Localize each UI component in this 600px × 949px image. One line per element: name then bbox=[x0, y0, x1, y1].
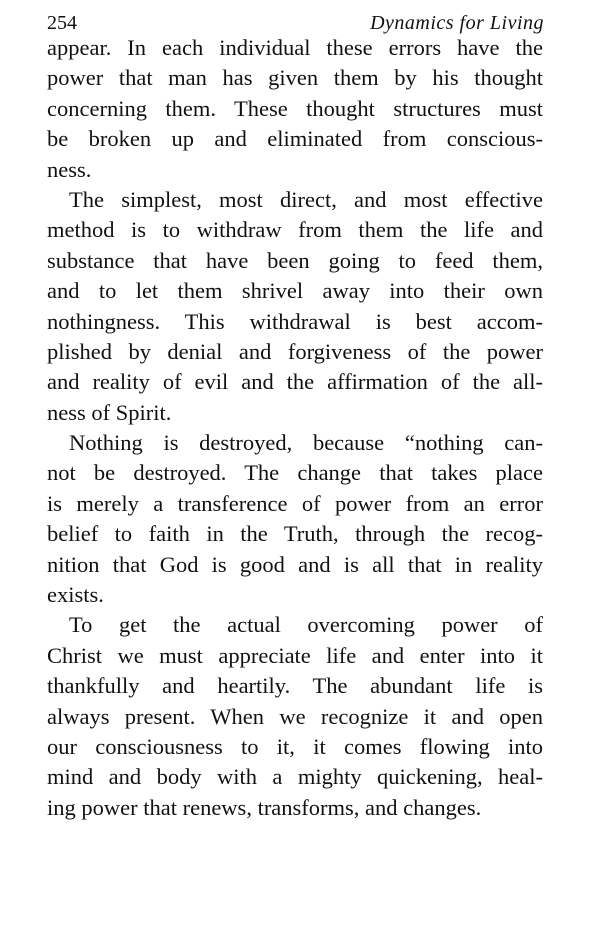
text-line: not be destroyed. The change that takes place bbox=[47, 460, 543, 486]
text-line: nition that God is good and is all that in reality bbox=[47, 551, 543, 577]
text-line: plished by denial and forgiveness of the power bbox=[47, 338, 543, 364]
text-line: Nothing is destroyed, because “nothing can- bbox=[69, 430, 543, 456]
paragraph bbox=[47, 428, 543, 610]
text-line: nothingness. This withdrawal is best accom- bbox=[47, 308, 543, 334]
text-line: is merely a transference of power from an error bbox=[47, 490, 543, 516]
paragraph bbox=[47, 610, 543, 823]
text-line: thankfully and heartily. The abundant life is bbox=[47, 673, 543, 699]
text-line: always present. When we recognize it and open bbox=[47, 703, 543, 729]
text-line: and reality of evil and the affirmation of the all- bbox=[47, 369, 543, 395]
text-line: be broken up and eliminated from conscious- bbox=[47, 126, 543, 152]
body-text bbox=[47, 33, 543, 823]
text-line: method is to withdraw from them the life and bbox=[47, 217, 543, 243]
text-line: our consciousness to it, it comes flowing into bbox=[47, 733, 543, 759]
text-line: ing power that renews, transforms, and changes. bbox=[47, 794, 482, 820]
paragraph bbox=[47, 33, 543, 185]
text-line: concerning them. These thought structures must bbox=[47, 95, 543, 121]
running-title: Dynamics for Living bbox=[370, 12, 544, 34]
page-number: 254 bbox=[47, 12, 77, 34]
text-line: appear. In each individual these errors have the bbox=[47, 35, 543, 60]
text-line: and to let them shrivel away into their own bbox=[47, 278, 543, 304]
paragraph bbox=[47, 185, 543, 428]
text-line: belief to faith in the Truth, through the recog- bbox=[47, 521, 543, 547]
text-line: Christ we must appreciate life and enter into it bbox=[47, 642, 543, 668]
text-line: substance that have been going to feed them, bbox=[47, 247, 543, 273]
text-line: ness. bbox=[47, 156, 92, 182]
text-line: The simplest, most direct, and most effective bbox=[69, 186, 543, 212]
text-line: To get the actual overcoming power of bbox=[69, 612, 543, 638]
text-line: power that man has given them by his thought bbox=[47, 65, 543, 91]
text-line: mind and body with a mighty quickening, heal- bbox=[47, 764, 543, 790]
text-line: exists. bbox=[47, 582, 104, 608]
text-line: ness of Spirit. bbox=[47, 399, 172, 425]
